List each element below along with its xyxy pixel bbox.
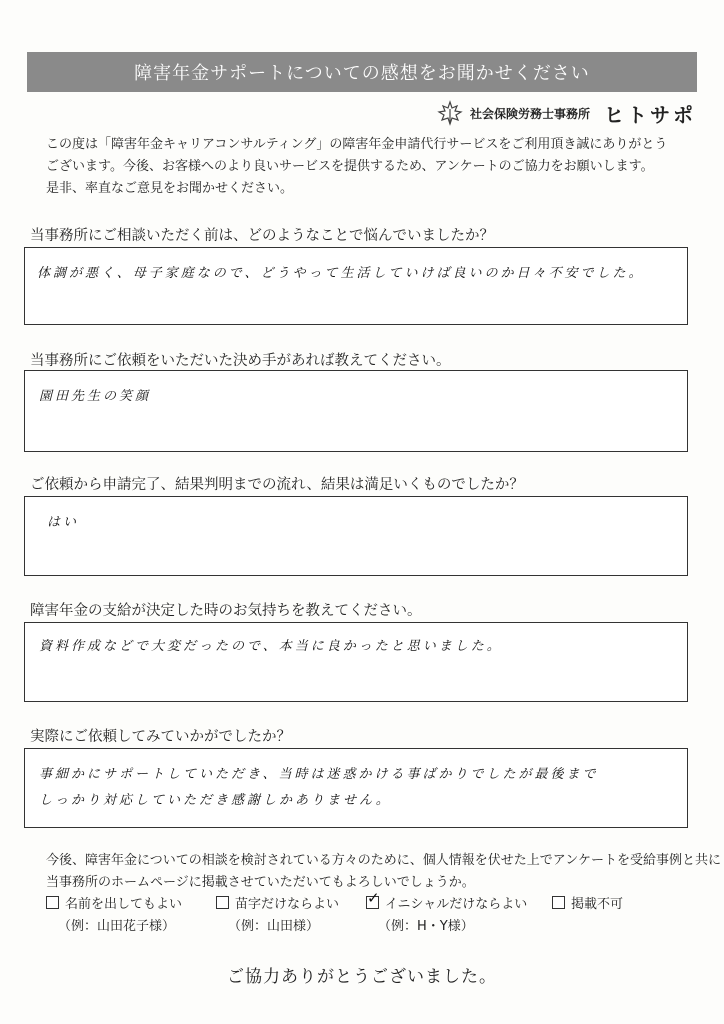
survey-title: 障害年金サポートについての感想をお聞かせください (134, 63, 590, 84)
question-3: ご依頼から申請完了、結果判明までの流れ、結果は満足いくものでしたか？ (30, 477, 524, 493)
option-example: （例：山田様） (228, 919, 320, 934)
option-full-name[interactable] (46, 893, 182, 934)
option-example: （例：山田花子様） (58, 919, 176, 934)
answer-5-line: 事細かにサポートしていただき、当時は迷惑かける事ばかりでしたが最後まで (39, 767, 599, 782)
maple-leaf-logo-icon (436, 100, 464, 126)
option-label: 名前を出してもよい (65, 897, 183, 912)
question-2: 当事務所にご依頼をいただいた決め手があれば教えてください。 (30, 353, 451, 369)
answer-3-line: はい (47, 515, 80, 530)
checkbox[interactable] (552, 896, 565, 909)
answer-5-line: しっかり対応していただき感謝しかありません。 (39, 793, 392, 808)
option-initials-only[interactable] (366, 889, 528, 934)
question-5: 実際にご依頼してみていかがでしたか？ (30, 729, 291, 745)
option-surname-only[interactable] (216, 893, 339, 934)
answer-4-line: 資料作成などで大変だったので、本当に良かったと思いました。 (39, 639, 503, 654)
option-label: イニシャルだけならよい (385, 897, 528, 912)
checkmark-icon: ✓ (367, 889, 380, 907)
answer-2-line: 園田先生の笑顔 (39, 389, 152, 404)
checkbox[interactable] (46, 896, 59, 909)
intro-text (46, 134, 696, 200)
intro-line: ございます。今後、お客様へのより良いサービスを提供するため、アンケートのご協力をお願いします。 (46, 159, 654, 174)
option-label: 苗字だけならよい (235, 897, 340, 912)
intro-line: この度は「障害年金キャリアコンサルティング」の障害年金申請代行サービスをご利用頂き誠にありがとう (46, 137, 668, 152)
answer-box-3[interactable] (24, 496, 688, 576)
consent-line: 今後、障害年金についての相談を検討されている方々のために、個人情報を伏せた上でアンケートを受給事例と共に (46, 853, 721, 868)
consent-text (46, 850, 721, 894)
office-header (436, 98, 696, 128)
consent-line: 当事務所のホームページに掲載させていただいてもよろしいでしょうか。 (46, 875, 475, 890)
checkbox[interactable] (216, 896, 229, 909)
answer-box-4[interactable] (24, 622, 688, 702)
checkbox-checked[interactable] (366, 889, 380, 909)
option-no-publish[interactable] (552, 893, 623, 912)
answer-box-5[interactable] (24, 748, 688, 828)
intro-line: 是非、率直なご意見をお聞かせください。 (46, 181, 294, 196)
answer-1-line: 体調が悪く、母子家庭なので、どうやって生活していけば良いのか日々不安でした。 (37, 266, 645, 281)
question-1: 当事務所にご相談いただく前は、どのようなことで悩んでいましたか？ (30, 228, 494, 244)
survey-title-banner (27, 52, 697, 92)
office-brand: ヒトサポ (604, 102, 696, 127)
answer-box-1[interactable] (24, 247, 688, 325)
question-4: 障害年金の支給が決定した時のお気持ちを教えてください。 (30, 603, 422, 619)
option-example: （例：H・Y様） (378, 919, 474, 934)
option-label: 掲載不可 (571, 897, 624, 912)
thanks-message: ご協力ありがとうございました。 (227, 967, 497, 987)
office-name: 社会保険労務士事務所 (469, 106, 590, 121)
answer-box-2[interactable] (24, 370, 688, 452)
